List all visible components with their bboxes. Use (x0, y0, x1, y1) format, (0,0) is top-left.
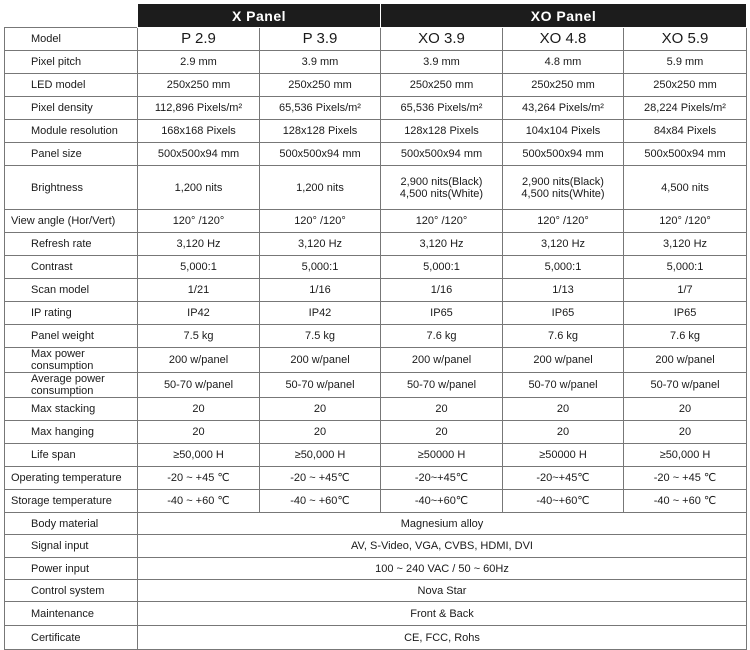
spec-row (5, 120, 747, 143)
spec-cell: 3,120 Hz (503, 233, 624, 256)
spec-row (5, 421, 747, 444)
spec-cell: 120° /120° (260, 210, 381, 233)
row-label: View angle (Hor/Vert) (5, 210, 138, 233)
spec-cell: 3.9 mm (381, 51, 503, 74)
spec-cell: -20 ~ +45℃ (260, 467, 381, 490)
row-label: Panel weight (5, 325, 138, 348)
spec-cell: 50-70 w/panel (624, 373, 747, 398)
spec-cell: 5,000:1 (138, 256, 260, 279)
row-label: Pixel pitch (5, 51, 138, 74)
spec-cell: 20 (624, 398, 747, 421)
spec-span-cell: Magnesium alloy (138, 513, 747, 535)
spec-cell: 1,200 nits (260, 166, 381, 210)
spec-cell: 1/13 (503, 279, 624, 302)
spec-cell: 5,000:1 (260, 256, 381, 279)
spec-cell: 50-70 w/panel (503, 373, 624, 398)
spec-cell: 20 (138, 421, 260, 444)
spec-cell: IP42 (138, 302, 260, 325)
spec-span-row (5, 580, 747, 602)
spec-row (5, 166, 747, 210)
row-label: Average power consumption (5, 373, 138, 398)
spec-cell: 5,000:1 (503, 256, 624, 279)
spec-cell: 250x250 mm (624, 74, 747, 97)
spec-span-row (5, 626, 747, 650)
row-label: Module resolution (5, 120, 138, 143)
row-label: Panel size (5, 143, 138, 166)
row-label: Scan model (5, 279, 138, 302)
row-label: Certificate (5, 626, 138, 650)
spec-cell: 20 (138, 398, 260, 421)
spec-cell: 20 (260, 421, 381, 444)
spec-cell: 1/7 (624, 279, 747, 302)
spec-cell: 200 w/panel (503, 348, 624, 373)
spec-cell: ≥50000 H (503, 444, 624, 467)
spec-cell: 1/21 (138, 279, 260, 302)
spec-cell: 128x128 Pixels (381, 120, 503, 143)
spec-cell: 5,000:1 (624, 256, 747, 279)
spec-span-cell: Nova Star (138, 580, 747, 602)
spec-cell: 43,264 Pixels/m² (503, 97, 624, 120)
spec-cell: 1/16 (381, 279, 503, 302)
spec-cell: 120° /120° (381, 210, 503, 233)
spec-cell: -20~+45℃ (503, 467, 624, 490)
spec-cell: 128x128 Pixels (260, 120, 381, 143)
spec-cell: XO 4.8 (503, 28, 624, 51)
spec-cell: 20 (381, 421, 503, 444)
row-label: Max power consumption (5, 348, 138, 373)
spec-span-cell: CE, FCC, Rohs (138, 626, 747, 650)
spec-row (5, 279, 747, 302)
spec-span-row (5, 558, 747, 580)
row-label: Pixel density (5, 97, 138, 120)
spec-cell: 65,536 Pixels/m² (381, 97, 503, 120)
spec-row (5, 74, 747, 97)
spec-cell: IP65 (381, 302, 503, 325)
spec-span-cell: AV, S-Video, VGA, CVBS, HDMI, DVI (138, 535, 747, 558)
spec-cell: 5,000:1 (381, 256, 503, 279)
spec-cell: 20 (381, 398, 503, 421)
row-label: Storage temperature (5, 490, 138, 513)
header-row (5, 4, 747, 28)
x-panel-header: X Panel (138, 4, 381, 28)
spec-cell: 2.9 mm (138, 51, 260, 74)
spec-span-row (5, 513, 747, 535)
spec-cell: -40 ~ +60 ℃ (138, 490, 260, 513)
spec-span-cell: 100 ~ 240 VAC / 50 ~ 60Hz (138, 558, 747, 580)
spec-row (5, 302, 747, 325)
spec-cell: 112,896 Pixels/m² (138, 97, 260, 120)
spec-cell: -40 ~ +60 ℃ (624, 490, 747, 513)
spec-row (5, 467, 747, 490)
spec-cell: 2,900 nits(Black) 4,500 nits(White) (381, 166, 503, 210)
spec-cell: 120° /120° (624, 210, 747, 233)
spec-cell: 4,500 nits (624, 166, 747, 210)
spec-cell: 200 w/panel (381, 348, 503, 373)
spec-cell: IP65 (624, 302, 747, 325)
spec-cell: 120° /120° (138, 210, 260, 233)
spec-cell: 3.9 mm (260, 51, 381, 74)
spec-cell: 200 w/panel (624, 348, 747, 373)
spec-row (5, 325, 747, 348)
spec-cell: 250x250 mm (381, 74, 503, 97)
spec-cell: IP42 (260, 302, 381, 325)
spec-cell: -20~+45℃ (381, 467, 503, 490)
spec-cell: 7.5 kg (260, 325, 381, 348)
spec-cell: -20 ~ +45 ℃ (138, 467, 260, 490)
spec-cell: -40~+60℃ (381, 490, 503, 513)
xo-panel-header: XO Panel (381, 4, 747, 28)
spec-cell: 2,900 nits(Black) 4,500 nits(White) (503, 166, 624, 210)
spec-cell: 7.6 kg (503, 325, 624, 348)
spec-cell: 65,536 Pixels/m² (260, 97, 381, 120)
row-label: Life span (5, 444, 138, 467)
spec-cell: 50-70 w/panel (138, 373, 260, 398)
spec-row (5, 143, 747, 166)
spec-row (5, 233, 747, 256)
spec-cell: 168x168 Pixels (138, 120, 260, 143)
spec-cell: IP65 (503, 302, 624, 325)
spec-cell: 50-70 w/panel (260, 373, 381, 398)
row-label: Max hanging (5, 421, 138, 444)
spec-cell: 20 (624, 421, 747, 444)
row-label: Model (5, 28, 138, 51)
spec-cell: ≥50000 H (381, 444, 503, 467)
spec-cell: 120° /120° (503, 210, 624, 233)
spec-row (5, 398, 747, 421)
row-label: Refresh rate (5, 233, 138, 256)
spec-cell: P 3.9 (260, 28, 381, 51)
row-label: Power input (5, 558, 138, 580)
spec-cell: 3,120 Hz (624, 233, 747, 256)
spec-cell: ≥50,000 H (260, 444, 381, 467)
spec-cell: 7.6 kg (381, 325, 503, 348)
row-label: LED model (5, 74, 138, 97)
spec-cell: 200 w/panel (138, 348, 260, 373)
row-label: IP rating (5, 302, 138, 325)
spec-row (5, 51, 747, 74)
spec-cell: 500x500x94 mm (624, 143, 747, 166)
spec-row (5, 490, 747, 513)
spec-row (5, 28, 747, 51)
spec-cell: 250x250 mm (260, 74, 381, 97)
spec-span-row (5, 602, 747, 626)
spec-cell: XO 5.9 (624, 28, 747, 51)
spec-span-cell: Front & Back (138, 602, 747, 626)
spec-cell: 500x500x94 mm (503, 143, 624, 166)
spec-cell: 50-70 w/panel (381, 373, 503, 398)
row-label: Maintenance (5, 602, 138, 626)
spec-cell: 104x104 Pixels (503, 120, 624, 143)
spec-span-row (5, 535, 747, 558)
spec-body (5, 28, 747, 650)
spec-row (5, 97, 747, 120)
spec-cell: 250x250 mm (503, 74, 624, 97)
row-label: Control system (5, 580, 138, 602)
row-label: Max stacking (5, 398, 138, 421)
row-label: Brightness (5, 166, 138, 210)
row-label: Signal input (5, 535, 138, 558)
spec-cell: 3,120 Hz (260, 233, 381, 256)
spec-cell: 1/16 (260, 279, 381, 302)
spec-row (5, 348, 747, 373)
spec-row (5, 444, 747, 467)
spec-cell: 5.9 mm (624, 51, 747, 74)
row-label: Contrast (5, 256, 138, 279)
spec-cell: -40~+60℃ (503, 490, 624, 513)
spec-row (5, 256, 747, 279)
spec-cell: 3,120 Hz (138, 233, 260, 256)
row-label: Body material (5, 513, 138, 535)
spec-cell: -40 ~ +60℃ (260, 490, 381, 513)
spec-cell: P 2.9 (138, 28, 260, 51)
row-label: Operating temperature (5, 467, 138, 490)
spec-table (4, 3, 747, 650)
spec-cell: 500x500x94 mm (138, 143, 260, 166)
spec-cell: -20 ~ +45 ℃ (624, 467, 747, 490)
spec-cell: 250x250 mm (138, 74, 260, 97)
spec-row (5, 373, 747, 398)
spec-cell: 7.5 kg (138, 325, 260, 348)
spec-cell: 4.8 mm (503, 51, 624, 74)
spec-cell: 500x500x94 mm (260, 143, 381, 166)
spec-cell: 3,120 Hz (381, 233, 503, 256)
spec-cell: 200 w/panel (260, 348, 381, 373)
spec-cell: 7.6 kg (624, 325, 747, 348)
spec-cell: 84x84 Pixels (624, 120, 747, 143)
spec-cell: XO 3.9 (381, 28, 503, 51)
spec-cell: ≥50,000 H (624, 444, 747, 467)
spec-cell: 20 (260, 398, 381, 421)
spec-cell: 1,200 nits (138, 166, 260, 210)
header-corner (5, 4, 138, 28)
spec-cell: 28,224 Pixels/m² (624, 97, 747, 120)
spec-cell: 500x500x94 mm (381, 143, 503, 166)
spec-row (5, 210, 747, 233)
spec-cell: 20 (503, 421, 624, 444)
spec-cell: 20 (503, 398, 624, 421)
spec-cell: ≥50,000 H (138, 444, 260, 467)
